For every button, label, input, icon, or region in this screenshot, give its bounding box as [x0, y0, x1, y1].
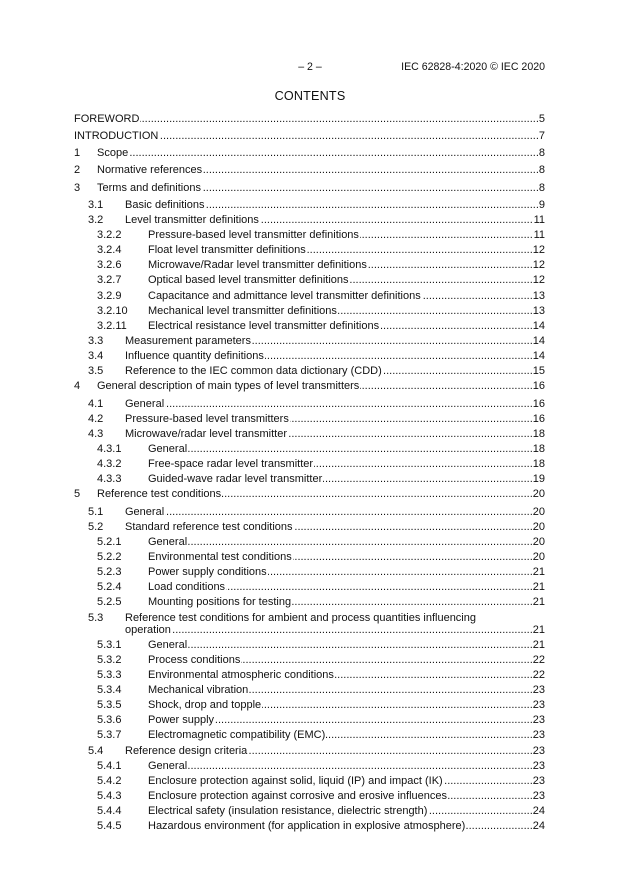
toc-entry-title: Capacitance and admittance level transmitter definitions: [148, 289, 421, 302]
toc-entry-page-number: 16: [532, 412, 545, 425]
toc-entry-page-number: 23: [532, 699, 545, 712]
toc-entry[interactable]: [74, 290, 545, 302]
toc-entry-title: Terms and definitions: [97, 181, 201, 194]
toc-entry-page-number: 21: [532, 623, 545, 636]
toc-entry[interactable]: [74, 365, 545, 377]
toc-entry-page-number: 23: [532, 729, 545, 742]
toc-entry-number: 5: [74, 488, 81, 501]
toc-entry-page-number: 23: [532, 790, 545, 803]
toc-entry-page-number: 16: [532, 397, 545, 410]
toc-entry-title: Environmental test conditions: [148, 550, 292, 563]
toc-entry-title: Normative references: [97, 164, 203, 177]
toc-entry-title: Electrical resistance level transmitter definitions: [148, 319, 380, 332]
toc-entry-dot-leader: [74, 113, 545, 125]
toc-entry-number: 3.1: [88, 198, 104, 211]
toc-entry-title: Basic definitions: [125, 198, 205, 211]
toc-entry-number: 3: [74, 181, 81, 194]
toc-entry[interactable]: [74, 669, 545, 681]
toc-entry-page-number: 11: [533, 228, 545, 241]
toc-entry[interactable]: [74, 413, 545, 425]
toc-entry[interactable]: [74, 229, 545, 241]
toc-entry-title: Enclosure protection against solid, liquid (IP) and impact (IK): [148, 774, 443, 787]
toc-entry-title: General: [148, 638, 188, 651]
toc-entry-page-number: 16: [532, 380, 545, 393]
toc-entry-dot-leader: [148, 443, 545, 455]
toc-entry-number: 5.3.4: [97, 684, 122, 697]
toc-entry-title: INTRODUCTION: [74, 130, 159, 143]
toc-entry-number: 3.2.10: [97, 304, 128, 317]
toc-entry[interactable]: [74, 596, 545, 608]
toc-entry-title: Load conditions: [148, 581, 226, 594]
toc-entry-dot-leader: [125, 506, 545, 518]
toc-entry-page-number: 23: [532, 759, 545, 772]
toc-entry[interactable]: [74, 147, 545, 159]
toc-entry[interactable]: [74, 566, 545, 578]
toc-entry-page-number: 5: [538, 113, 545, 125]
toc-entry-page-number: 14: [532, 319, 545, 332]
toc-entry-title: Level transmitter definitions: [125, 213, 259, 226]
toc-entry-number: 5.4.2: [97, 774, 122, 787]
toc-entry-page-number: 20: [532, 535, 545, 548]
toc-entry[interactable]: [74, 639, 545, 651]
toc-entry-page-number: 15: [532, 365, 545, 378]
toc-entry-page-number: 20: [532, 520, 545, 533]
toc-entry-dot-leader: [148, 536, 545, 548]
toc-entry-number: 4.3: [88, 427, 104, 440]
toc-entry-title: General: [148, 759, 188, 772]
toc-entry-page-number: 18: [532, 458, 545, 471]
toc-entry-title: Reference test conditions for ambient and process quantities influencing operation: [125, 611, 476, 636]
toc-entry-number: 3.2.11: [97, 319, 127, 332]
toc-entry-page-number: 18: [532, 427, 545, 440]
toc-entry-title: Mechanical vibration: [148, 684, 249, 697]
toc-entry-page-number: 24: [532, 805, 545, 818]
toc-entry-number: 5.3.3: [97, 668, 122, 681]
toc-entry-title: Mounting positions for testing: [148, 596, 292, 609]
toc-entry[interactable]: [74, 699, 545, 711]
toc-entry[interactable]: [74, 164, 545, 176]
toc-entry-number: 3.2.7: [97, 274, 122, 287]
toc-entry[interactable]: [74, 820, 545, 832]
toc-entry-title: Optical based level transmitter definitions: [148, 274, 349, 287]
toc-entry[interactable]: [74, 581, 545, 593]
toc-entry-title: General description of main types of level transmitters: [97, 380, 360, 393]
toc-entry[interactable]: [74, 729, 545, 741]
toc-entry-title: Electrical safety (insulation resistance, dielectric strength): [148, 805, 428, 818]
toc-entry[interactable]: [74, 775, 545, 787]
toc-entry-title: Reference design criteria: [125, 744, 248, 757]
toc-entry-title: Guided-wave radar level transmitter: [148, 473, 323, 486]
toc-entry-number: 2: [74, 164, 81, 177]
toc-entry-number: 3.3: [88, 334, 104, 347]
toc-entry-number: 3.2.9: [97, 289, 122, 302]
toc-entry[interactable]: [74, 654, 545, 666]
toc-entry[interactable]: [74, 380, 545, 392]
toc-entry-number: 4.3.1: [97, 442, 122, 455]
toc-entry-title-block: [74, 820, 515, 832]
toc-entry-page-number: 21: [532, 638, 545, 651]
toc-entry-number: 5.1: [88, 505, 104, 518]
toc-entry[interactable]: [74, 612, 545, 636]
toc-entry-number: 3.2.2: [97, 228, 122, 241]
toc-entry-number: 5.2.1: [97, 535, 122, 548]
toc-entry-page-number: 8: [538, 164, 545, 177]
toc-entry-title: Microwave/radar level transmitter: [125, 427, 287, 440]
toc-entry-title: Reference to the IEC common data dictionary (CDD): [125, 365, 382, 378]
toc-entry[interactable]: [74, 214, 545, 226]
toc-entry[interactable]: [74, 473, 545, 485]
toc-entry-number: 3.2.4: [97, 244, 122, 257]
toc-entry-dot-leader: [148, 760, 545, 772]
toc-entry-number: 4.3.2: [97, 458, 122, 471]
toc-entry-number: 5.2.5: [97, 596, 122, 609]
toc-entry-page-number: 13: [532, 289, 545, 302]
toc-entry-page-number: 7: [538, 130, 545, 143]
toc-entry[interactable]: [74, 551, 545, 563]
toc-entry-page-number: 12: [532, 244, 545, 257]
toc-entry-page-number: 19: [532, 473, 545, 486]
toc-entry-number: 4.2: [88, 412, 104, 425]
toc-entry-number: 5.2.4: [97, 581, 122, 594]
contents-heading: CONTENTS: [274, 89, 346, 103]
toc-entry-number: 5.3.7: [97, 729, 122, 742]
toc-entry-page-number: 20: [532, 505, 545, 518]
toc-entry[interactable]: [74, 182, 545, 194]
toc-entry-page-number: 9: [538, 198, 545, 211]
toc-entry[interactable]: [74, 443, 545, 455]
toc-entry-number: 3.5: [88, 365, 104, 378]
toc-entry-page-number: 18: [532, 442, 545, 455]
toc-entry-dot-leader: [125, 624, 545, 636]
toc-entry-page-number: 23: [532, 714, 545, 727]
toc-entry-title: Free-space radar level transmitter: [148, 458, 314, 471]
toc-entry-page-number: 14: [532, 350, 545, 363]
toc-entry-dot-leader: [148, 639, 545, 651]
toc-entry-title: Scope: [97, 147, 129, 160]
toc-entry-title: Pressure-based level transmitters: [125, 412, 289, 425]
toc-entry[interactable]: [74, 259, 545, 271]
toc-entry-page-number: 12: [532, 274, 545, 287]
toc-entry-title: Reference test conditions: [97, 488, 222, 501]
toc-entry-number: 4.3.3: [97, 473, 122, 486]
toc-entry-title: FOREWORD: [74, 113, 140, 125]
toc-entry-page-number: 8: [538, 147, 545, 160]
toc-entry-number: 5.3.6: [97, 714, 122, 727]
toc-entry-page-number: 20: [532, 488, 545, 501]
toc-entry-page-number: 12: [532, 259, 545, 272]
toc-entry-title: Power supply: [148, 714, 215, 727]
toc-entry-number: 3.4: [88, 350, 104, 363]
toc-entry-title: General: [148, 442, 188, 455]
toc-entry-title: Environmental atmospheric conditions: [148, 668, 334, 681]
toc-entry-number: 5.3.5: [97, 699, 122, 712]
toc-entry[interactable]: [74, 305, 545, 317]
toc-entry-page-number: 21: [532, 581, 545, 594]
toc-entry-page-number: 22: [532, 668, 545, 681]
toc-entry-title: Electromagnetic compatibility (EMC): [148, 729, 326, 742]
toc-entry[interactable]: [74, 244, 545, 256]
toc-entry[interactable]: [74, 350, 545, 362]
toc-entry-title: Standard reference test conditions: [125, 520, 293, 533]
toc-entry-title: Process conditions: [148, 653, 241, 666]
toc-entry[interactable]: [74, 335, 545, 347]
toc-entry-number: 5.3.2: [97, 653, 122, 666]
toc-entry-number: 5.4: [88, 744, 104, 757]
toc-entry-page-number: 24: [532, 820, 545, 833]
toc-entry-number: 5.2: [88, 520, 104, 533]
toc-entry-title: General: [148, 535, 188, 548]
toc-entry-title: Enclosure protection against corrosive and erosive influences: [148, 790, 447, 803]
toc-entry[interactable]: [74, 274, 545, 286]
toc-entry-number: 5.4.1: [97, 759, 122, 772]
toc-entry-dot-leader: [125, 398, 545, 410]
toc-entry-title: Hazardous environment (for application in explosive atmosphere): [148, 820, 466, 833]
toc-entry[interactable]: [74, 398, 545, 410]
toc-entry-title: Shock, drop and topple: [148, 699, 262, 712]
toc-entry-number: 4.1: [88, 397, 104, 410]
toc-entry-page-number: 13: [532, 304, 545, 317]
toc-entry-page-number: 20: [532, 550, 545, 563]
toc-entry[interactable]: [74, 521, 545, 533]
toc-entry[interactable]: [74, 488, 545, 500]
toc-entry[interactable]: [74, 428, 545, 440]
toc-entry-page-number: 21: [532, 566, 545, 579]
toc-entry[interactable]: [74, 506, 545, 518]
toc-entry[interactable]: [74, 130, 545, 142]
toc-entry[interactable]: [74, 199, 545, 211]
toc-entry[interactable]: [74, 790, 545, 802]
toc-entry-number: 5.2.2: [97, 550, 122, 563]
document-identifier: IEC 62828-4:2020 © IEC 2020: [401, 61, 545, 73]
toc-entry-title: Pressure-based level transmitter definitions: [148, 228, 359, 241]
toc-entry-number: 5.2.3: [97, 566, 122, 579]
toc-entry-number: 3.2: [88, 213, 104, 226]
toc-entry-title: Float level transmitter definitions: [148, 244, 306, 257]
toc-entry[interactable]: [74, 745, 545, 757]
toc-entry-page-number: 23: [532, 684, 545, 697]
toc-entry-dot-leader: [97, 147, 545, 159]
toc-entry[interactable]: [74, 805, 545, 817]
toc-entry[interactable]: [74, 536, 545, 548]
toc-entry-number: 4: [74, 380, 81, 393]
toc-entry-title: Power supply conditions: [148, 566, 267, 579]
toc-entry-page-number: 23: [532, 744, 545, 757]
toc-entry-page-number: 22: [532, 653, 545, 666]
page-number: – 2 –: [298, 61, 322, 73]
toc-entry-number: 1: [74, 147, 81, 160]
table-of-contents: [74, 113, 545, 835]
toc-entry[interactable]: [74, 714, 545, 726]
toc-entry-number: 5.3.1: [97, 638, 122, 651]
toc-entry[interactable]: [74, 320, 545, 332]
toc-entry[interactable]: [74, 684, 545, 696]
toc-entry-number: 5.3: [88, 611, 104, 624]
toc-entry-title: Microwave/Radar level transmitter definitions: [148, 259, 367, 272]
toc-entry[interactable]: [74, 458, 545, 470]
toc-entry-number: 5.4.5: [97, 820, 122, 833]
toc-entry-number: 5.4.3: [97, 790, 122, 803]
toc-entry-title: Measurement parameters: [125, 334, 251, 347]
toc-entry-number: 5.4.4: [97, 805, 122, 818]
toc-entry-title: Influence quantity definitions: [125, 350, 264, 363]
toc-entry-title: General: [125, 505, 165, 518]
toc-entry[interactable]: [74, 760, 545, 772]
toc-entry-title: Mechanical level transmitter definitions: [148, 304, 337, 317]
toc-entry-page-number: 8: [538, 181, 545, 194]
toc-entry[interactable]: [74, 113, 545, 125]
toc-entry-page-number: 11: [533, 213, 545, 226]
toc-entry-page-number: 14: [532, 334, 545, 347]
toc-entry-page-number: 21: [532, 596, 545, 609]
toc-entry-page-number: 23: [532, 774, 545, 787]
toc-entry-number: 3.2.6: [97, 259, 122, 272]
toc-entry-title: General: [125, 397, 165, 410]
